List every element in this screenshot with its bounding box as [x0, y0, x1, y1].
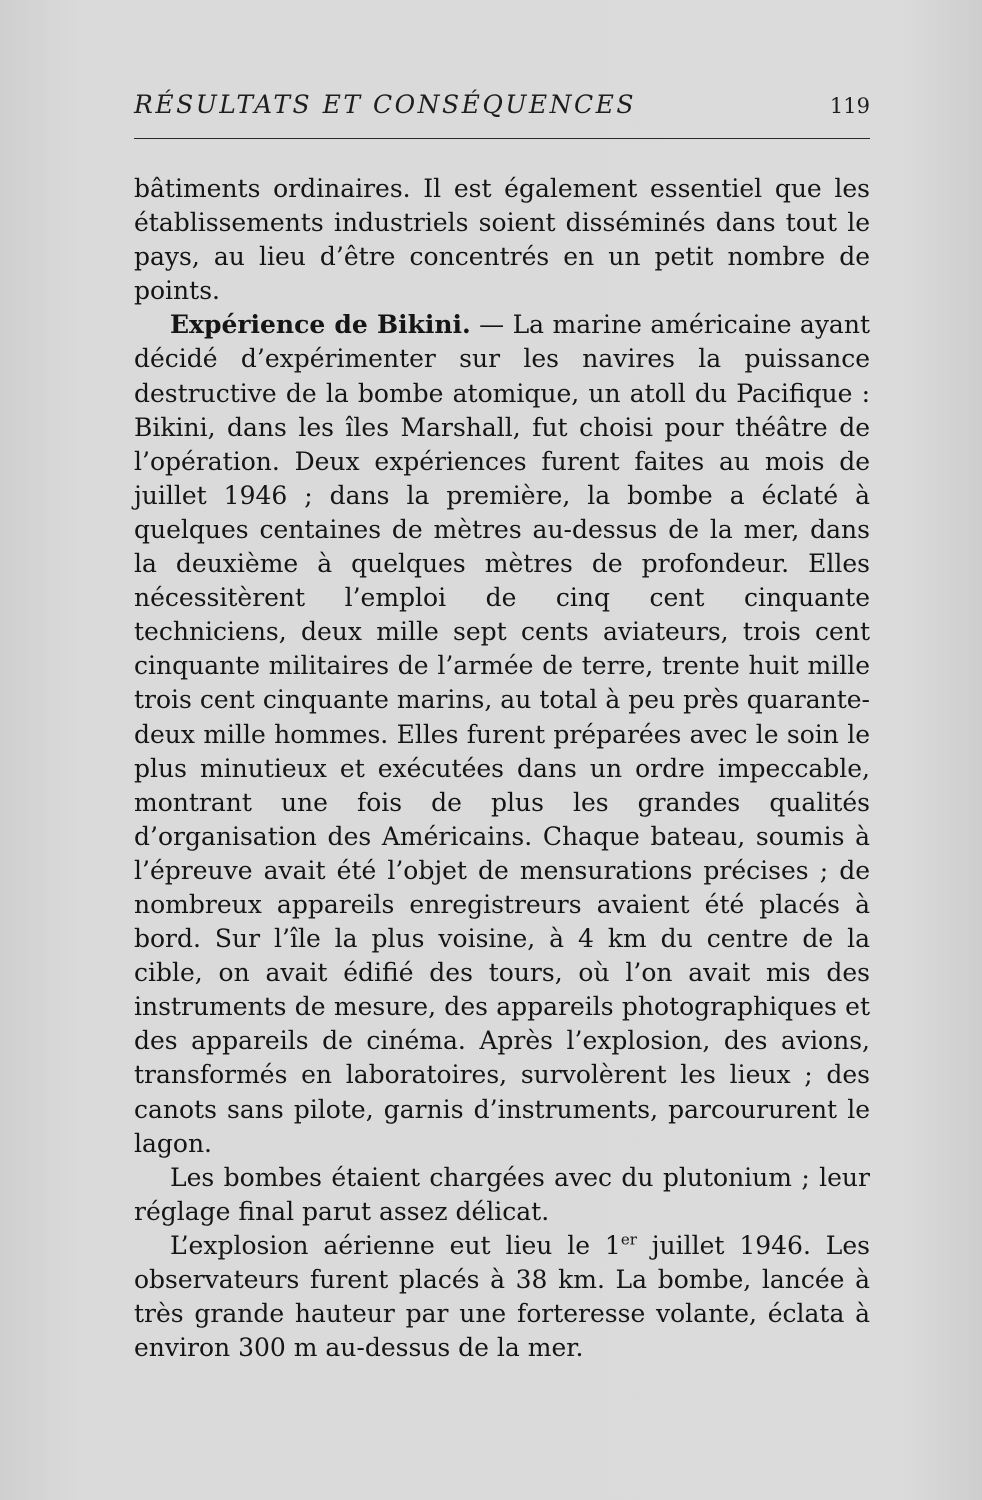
paragraph-4-text-end: juillet 1946. Les observateurs furent placés à 38 km. La bombe, lancée à très grande hauteur par une forteresse volante, éclata à environ 300 m au-dessus de la mer.: [134, 1230, 870, 1363]
paragraph-1: [134, 172, 870, 308]
page-header: [134, 86, 870, 139]
paragraph-4-text-start: L’explosion aérienne eut lieu le 1: [170, 1230, 621, 1260]
paragraph-3-text: Les bombes étaient chargées avec du plutonium ; leur réglage final parut assez délicat.: [134, 1162, 870, 1226]
paragraph-1-text: bâtiments ordinaires. Il est également essentiel que les établissements industriels soient disséminés dans tout le pays, au lieu d’être concentrés en un petit nombre de points.: [134, 174, 870, 306]
body-text: [134, 172, 870, 1365]
paragraph-2-text: — La marine américaine ayant décidé d’expérimenter sur les navires la puissance destructive de la bombe atomique, un atoll du Pacifique : Bikini, dans les îles Marshall, fut choisi pour théâtre de l’opération. Deux expériences furent faites au mois de juillet 1946 ; dans la première, la bombe a éclaté à quelques centaines de mètres au-dessus de la mer, dans la deuxième à quelques mètres de profondeur. Elles nécessitèrent l’emploi de cinq cent cinquante techniciens, deux mille sept cents aviateurs, trois cent cinquante militaires de l’armée de terre, trente huit mille trois cent cinquante marins, au total à peu près quarante-deux mille hommes. Elles furent préparées avec le soin le plus minutieux et exécutées dans un ordre impeccable, montrant une fois de plus les grandes qualités d’organisation des Américains. Chaque bateau, soumis à l’épreuve avait été l’objet de mensurations précises ; de nombreux appareils enregistreurs avaient été placés à bord. Sur l’île la plus voisine, à 4 km du centre de la cible, on avait édifié des tours, où l’on avait mis des instruments de mesure, des appareils photographiques et des appareils de cinéma. Après l’explosion, des avions, transformés en laboratoires, survolèrent les lieux ; des canots sans pilote, garnis d’instruments, parcoururent le lagon.: [134, 310, 870, 1158]
paragraph-4: [134, 1229, 870, 1365]
paragraph-3: [134, 1161, 870, 1229]
page-number: 119: [829, 94, 870, 118]
section-heading-bikini: Expérience de Bikini.: [170, 310, 471, 340]
ordinal-superscript: er: [620, 1230, 637, 1249]
running-title: RÉSULTATS ET CONSÉQUENCES: [134, 90, 637, 119]
paragraph-2: [134, 308, 870, 1160]
